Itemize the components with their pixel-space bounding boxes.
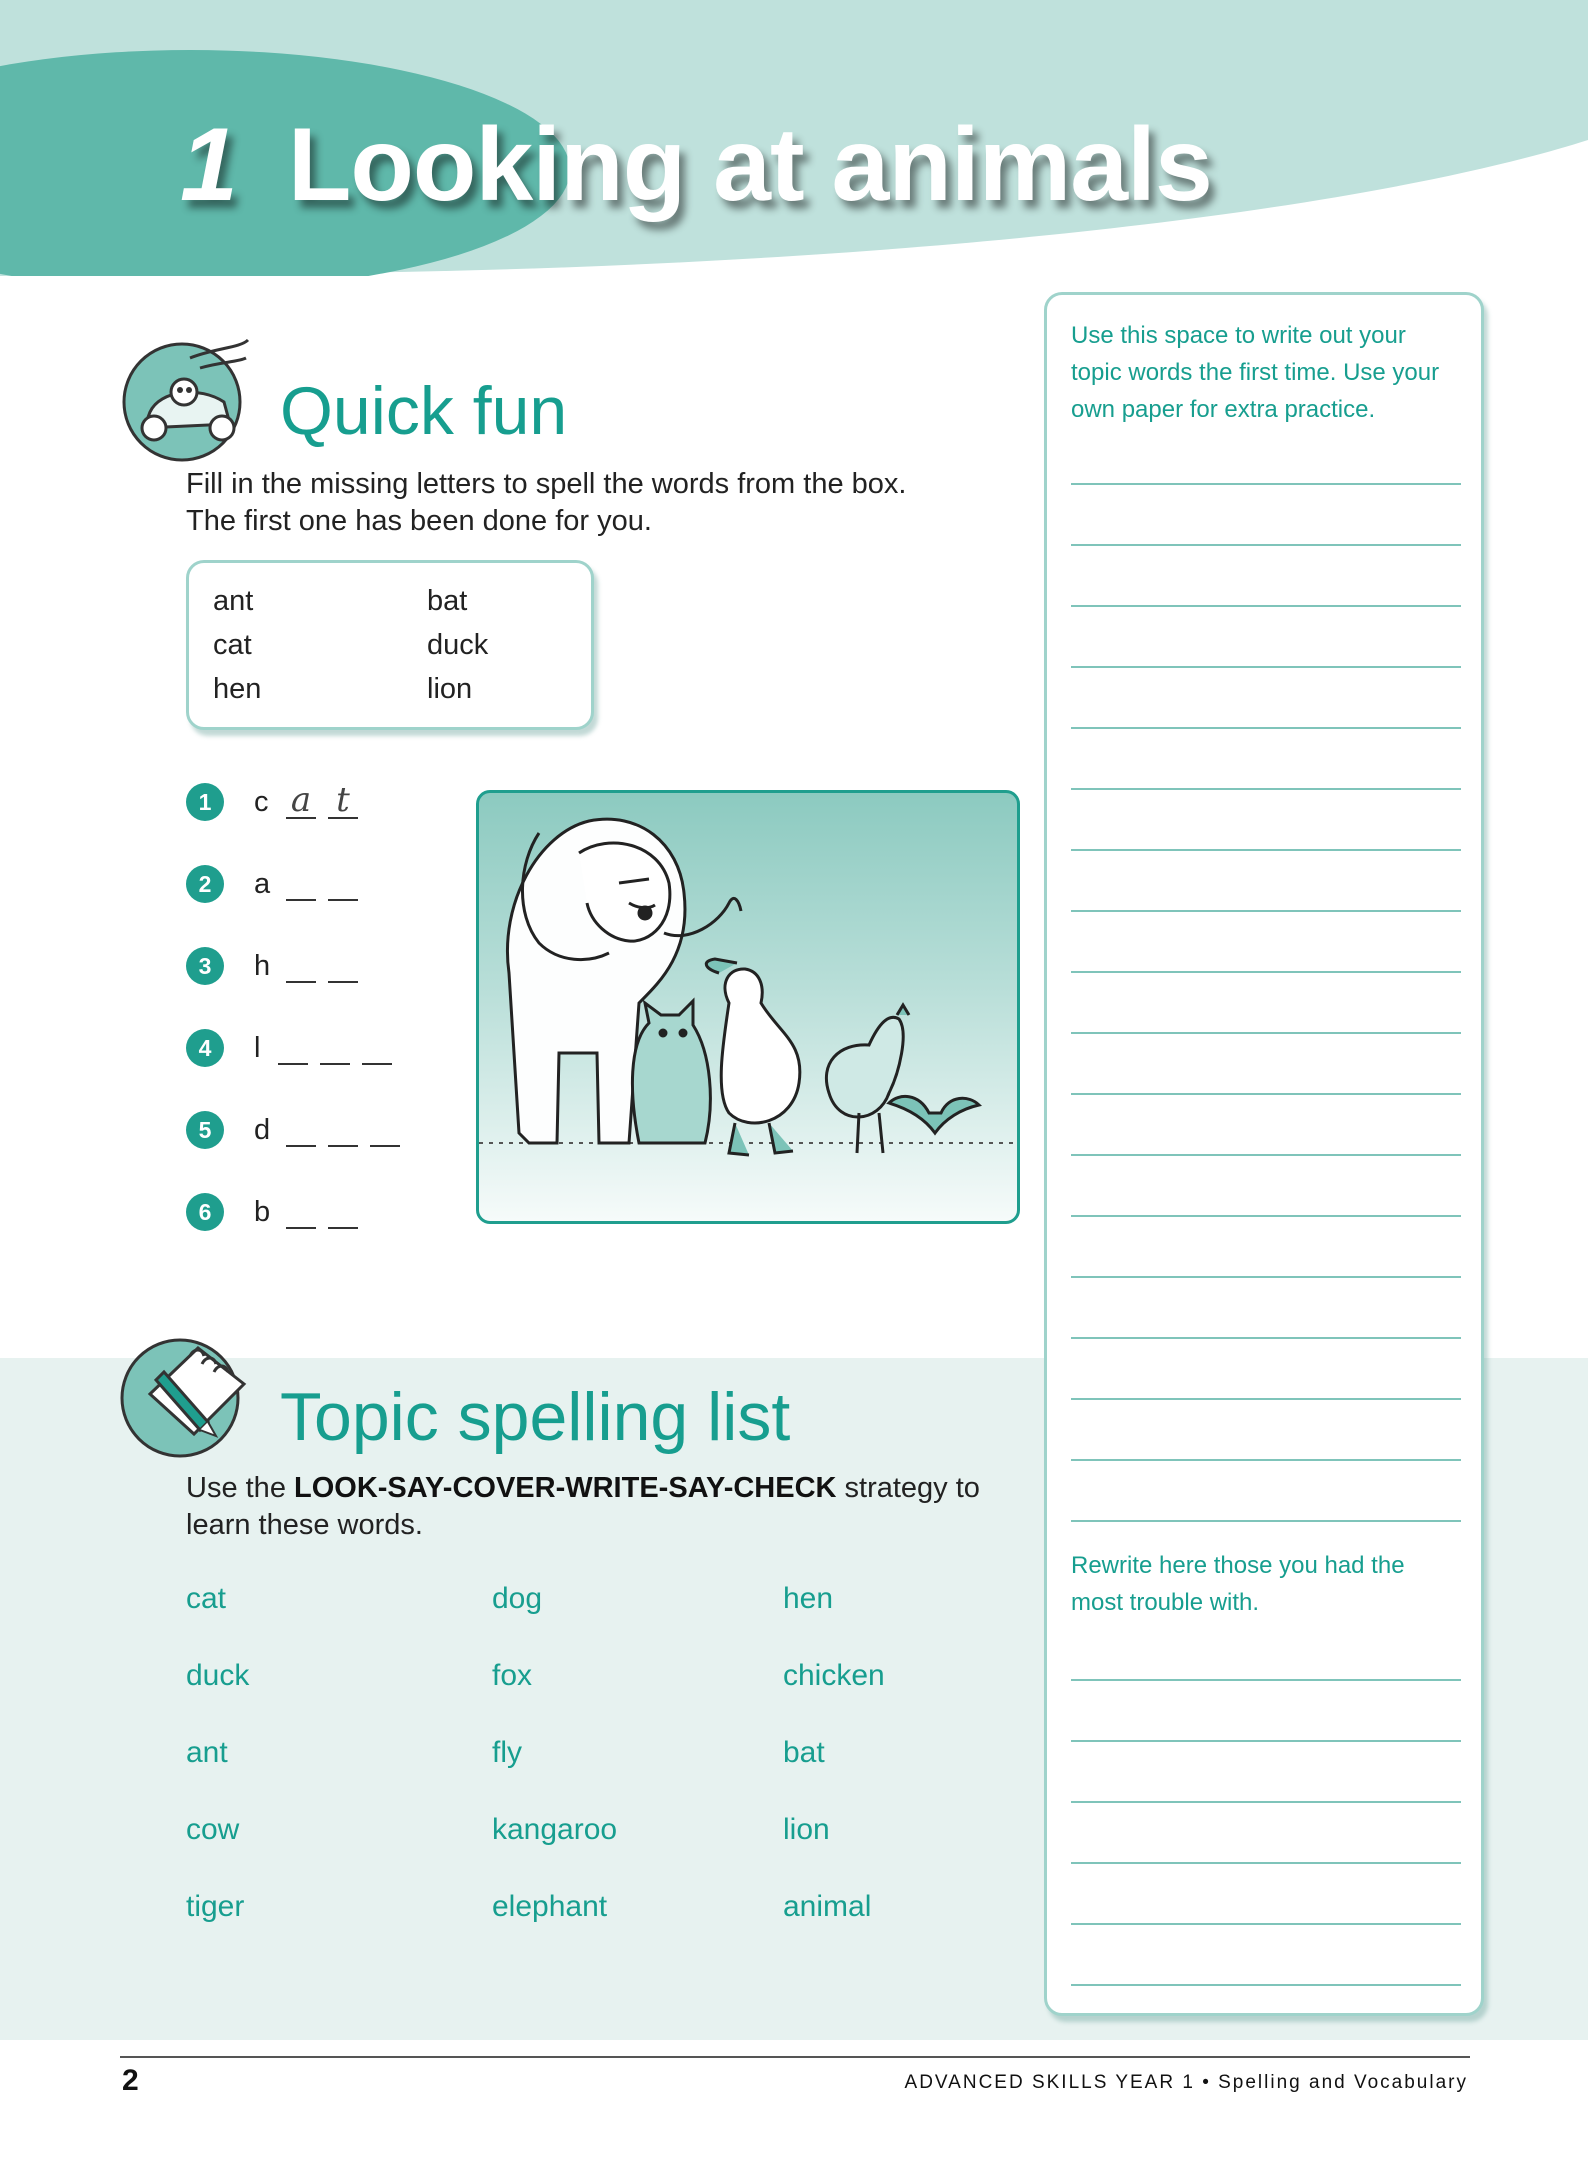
animals-illustration [476, 790, 1020, 1224]
letter-blank[interactable] [328, 949, 358, 983]
writing-line[interactable] [1071, 483, 1461, 485]
spelling-word: kangaroo [492, 1813, 618, 1846]
writing-line[interactable] [1071, 1984, 1461, 1986]
quick-fun-title: Quick fun [280, 373, 568, 449]
letter-blank[interactable] [286, 1195, 316, 1229]
word-box-item: ant [213, 585, 254, 617]
rewrite-instruction-line: Rewrite here those you had the [1071, 1552, 1405, 1579]
spelling-word: dog [492, 1582, 543, 1615]
spelling-word: hen [783, 1582, 834, 1615]
letter-blank[interactable] [320, 1031, 350, 1065]
word-box-item: hen [213, 673, 262, 705]
letter-blank[interactable]: a [286, 785, 316, 819]
word-box-item: bat [427, 585, 468, 617]
instruction-text: Use the [186, 1472, 294, 1504]
writing-line[interactable] [1071, 1154, 1461, 1156]
footer-divider [120, 2056, 1470, 2058]
question-row [186, 1110, 400, 1150]
instruction-line: learn these words. [186, 1509, 423, 1541]
animals-drawing [479, 793, 1020, 1224]
question-number: 2 [186, 865, 224, 903]
practice-instructions [1071, 317, 1471, 428]
writing-line[interactable] [1071, 849, 1461, 851]
writing-line[interactable] [1071, 605, 1461, 607]
writing-line[interactable] [1071, 910, 1461, 912]
rewrite-instruction-line: most trouble with. [1071, 1589, 1260, 1616]
writing-line[interactable] [1071, 544, 1461, 546]
question-row [186, 782, 358, 822]
writing-line[interactable] [1071, 1032, 1461, 1034]
word-box-item: cat [213, 629, 252, 661]
notepad-pencil-icon [120, 1324, 256, 1460]
spelling-word: fly [492, 1736, 522, 1769]
letter-blank[interactable] [370, 1113, 400, 1147]
quick-fun-instructions [186, 466, 906, 540]
question-number: 6 [186, 1193, 224, 1231]
letter-blank[interactable]: t [328, 785, 358, 819]
question-number: 5 [186, 1111, 224, 1149]
question-start-letter: a [254, 867, 271, 900]
hen-drawing [826, 1005, 909, 1153]
writing-line[interactable] [1071, 1740, 1461, 1742]
spelling-word: fox [492, 1659, 533, 1692]
writing-line[interactable] [1071, 1862, 1461, 1864]
letter-blank[interactable] [328, 867, 358, 901]
writing-line[interactable] [1071, 1923, 1461, 1925]
rewrite-instructions [1071, 1547, 1471, 1621]
question-row [186, 946, 358, 986]
spelling-word: animal [783, 1890, 872, 1923]
word-box-item: lion [427, 673, 473, 705]
bat-drawing [889, 1096, 979, 1133]
practice-panel [1044, 292, 1484, 2016]
spelling-word: tiger [186, 1890, 245, 1923]
practice-instruction-line: topic words the first time. Use your [1071, 359, 1440, 386]
spelling-word: chicken [783, 1659, 885, 1692]
spelling-word: ant [186, 1736, 228, 1769]
page-number: 2 [122, 2064, 139, 2097]
writing-line[interactable] [1071, 971, 1461, 973]
letter-blank[interactable] [286, 1113, 316, 1147]
go-kart-icon [120, 328, 256, 464]
topic-list-instructions [186, 1470, 980, 1544]
instruction-line: Fill in the missing letters to spell the words from the box. [186, 468, 907, 500]
letter-blank[interactable] [278, 1031, 308, 1065]
strategy-name: LOOK-SAY-COVER-WRITE-SAY-CHECK [294, 1472, 837, 1504]
chapter-title: Looking at animals [287, 106, 1212, 223]
question-start-letter: l [254, 1031, 261, 1064]
question-row [186, 1028, 392, 1068]
footer-book-title: ADVANCED SKILLS YEAR 1 • Spelling and Vocabulary [904, 2072, 1468, 2093]
letter-blank[interactable] [286, 949, 316, 983]
cat-drawing [632, 1001, 710, 1143]
writing-line[interactable] [1071, 727, 1461, 729]
writing-line[interactable] [1071, 1459, 1461, 1461]
chapter-number: 1 [180, 106, 238, 223]
spelling-word: lion [783, 1813, 830, 1846]
writing-line[interactable] [1071, 1215, 1461, 1217]
question-start-letter: d [254, 1113, 271, 1146]
question-start-letter: b [254, 1195, 271, 1228]
writing-line[interactable] [1071, 1276, 1461, 1278]
spelling-word: cat [186, 1582, 227, 1615]
spelling-word: bat [783, 1736, 825, 1769]
writing-line[interactable] [1071, 1093, 1461, 1095]
instruction-text: strategy to [836, 1472, 980, 1504]
writing-line[interactable] [1071, 1801, 1461, 1803]
spelling-word: cow [186, 1813, 240, 1846]
letter-blank[interactable] [362, 1031, 392, 1065]
letter-blank[interactable] [328, 1113, 358, 1147]
chapter-heading [180, 100, 1212, 230]
writing-line[interactable] [1071, 1337, 1461, 1339]
letter-blank[interactable] [286, 867, 316, 901]
question-number: 3 [186, 947, 224, 985]
instruction-line: The first one has been done for you. [186, 505, 652, 537]
word-box [186, 560, 594, 730]
question-start-letter: c [254, 785, 269, 818]
letter-blank[interactable] [328, 1195, 358, 1229]
question-number: 1 [186, 783, 224, 821]
practice-instruction-line: own paper for extra practice. [1071, 396, 1376, 423]
writing-line[interactable] [1071, 788, 1461, 790]
writing-line[interactable] [1071, 666, 1461, 668]
duck-drawing [706, 959, 800, 1155]
question-row [186, 1192, 358, 1232]
practice-instruction-line: Use this space to write out your [1071, 322, 1406, 349]
question-row [186, 864, 358, 904]
writing-line[interactable] [1071, 1398, 1461, 1400]
spelling-word: elephant [492, 1890, 608, 1923]
spelling-word: duck [186, 1659, 250, 1692]
word-box-item: duck [427, 629, 489, 661]
writing-line[interactable] [1071, 1520, 1461, 1522]
writing-line[interactable] [1071, 1679, 1461, 1681]
topic-list-title: Topic spelling list [280, 1379, 791, 1455]
question-start-letter: h [254, 949, 271, 982]
question-number: 4 [186, 1029, 224, 1067]
